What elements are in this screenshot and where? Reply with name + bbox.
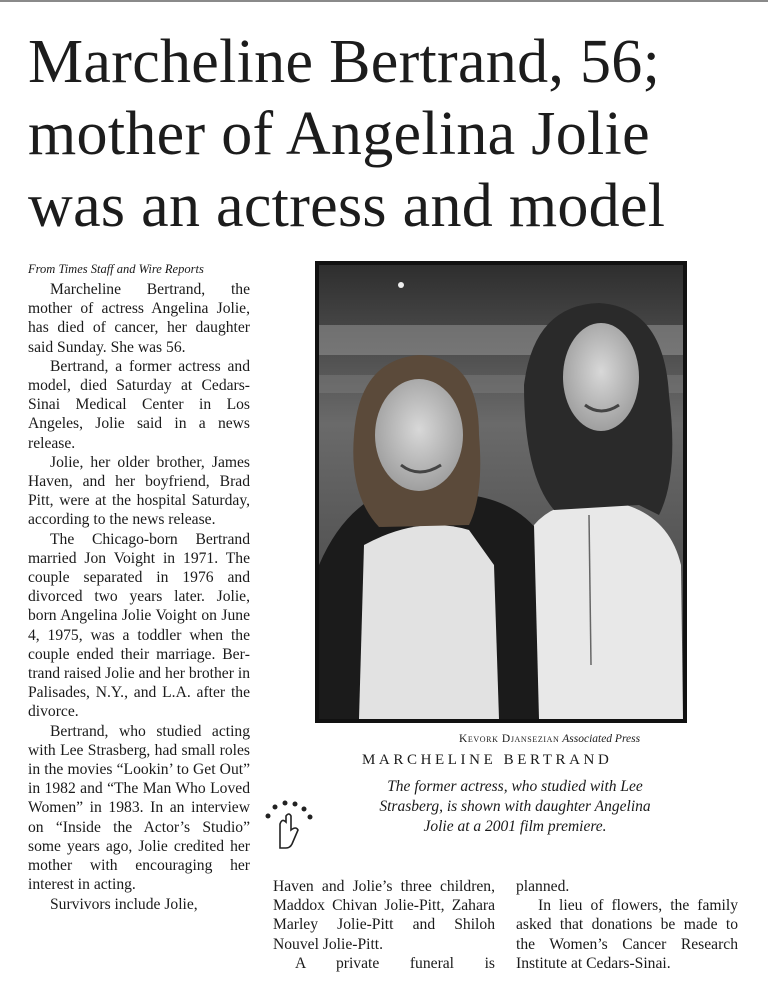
caption-line-1: The former actress, who studied with Lee — [387, 778, 643, 795]
headline-line-2: mother of Angelina Jolie — [28, 100, 650, 168]
article-column-3 — [516, 877, 738, 973]
paragraph: Marcheline Bertrand, the mother of actress Angelina Jolie, has died of cancer, her daughter said Sunday. She was 56. — [28, 281, 250, 356]
headline-line-1: Marcheline Bertrand, 56; — [28, 28, 661, 96]
article-column-2 — [273, 877, 495, 973]
paragraph: Jolie, her older brother, James Haven, and her boyfriend, Brad Pitt, were at the hospital Saturday, according to the news release. — [28, 453, 250, 529]
caption-line-2: Strasberg, is shown with daughter Angelina — [379, 798, 651, 815]
article-column-1 — [28, 280, 250, 914]
headline-line-3: was an actress and model — [28, 172, 666, 240]
portrait-photo-image — [319, 265, 683, 719]
paragraph: Bertrand, a former actress and model, died Saturday at Cedars-Sinai Medical Center in Los Angeles, Jolie said in a news release. — [28, 357, 250, 452]
photo-credit — [459, 733, 699, 745]
paragraph: The Chicago-born Bertrand married Jon Voight in 1971. The couple separated in 1976 and divorced two years later. Jolie, born Angelina Jolie Voight on June 4, 1975, was a toddler when the couple ended their marriage. Bertrand raised Jolie and her brother in Palisades, N.Y., and L.A. after the divorce. — [28, 530, 250, 721]
paragraph: Survivors include Jolie, — [50, 895, 198, 913]
paragraph: planned. — [516, 878, 570, 895]
top-rule — [0, 0, 768, 2]
news-photo — [315, 261, 687, 723]
caption-subject-name: MARCHELINE BERTRAND — [362, 752, 613, 768]
hand-with-dots-icon — [260, 800, 316, 852]
paragraph: In lieu of flowers, the family asked that donations be made to the Women’s Cancer Research Institute at Cedars-Sinai. — [516, 897, 738, 972]
photo-caption — [340, 777, 690, 837]
headline — [28, 26, 758, 242]
photographer-name: Kevork Djansezian — [459, 733, 560, 745]
photo-agency: Associated Press — [562, 733, 641, 745]
caption-line-3: Jolie at a 2001 film premiere. — [423, 818, 607, 835]
byline: From Times Staff and Wire Reports — [28, 262, 204, 276]
paragraph: Haven and Jolie’s three children, Maddox Chivan Jolie-Pitt, Zahara Marley Jolie-Pitt and Shiloh Nouvel Jolie-Pitt. — [273, 878, 495, 953]
paragraph: Bertrand, who studied acting with Lee Strasberg, had small roles in the movies “Lookin’ to Get Out” in 1982 and “The Man Who Loved Women” in 1983. In an interview on “Inside the Actor’s Studio” some years ago, Jolie credited her mother with encouraging her interest in acting. — [28, 722, 250, 894]
paragraph: A private funeral is — [295, 954, 495, 972]
